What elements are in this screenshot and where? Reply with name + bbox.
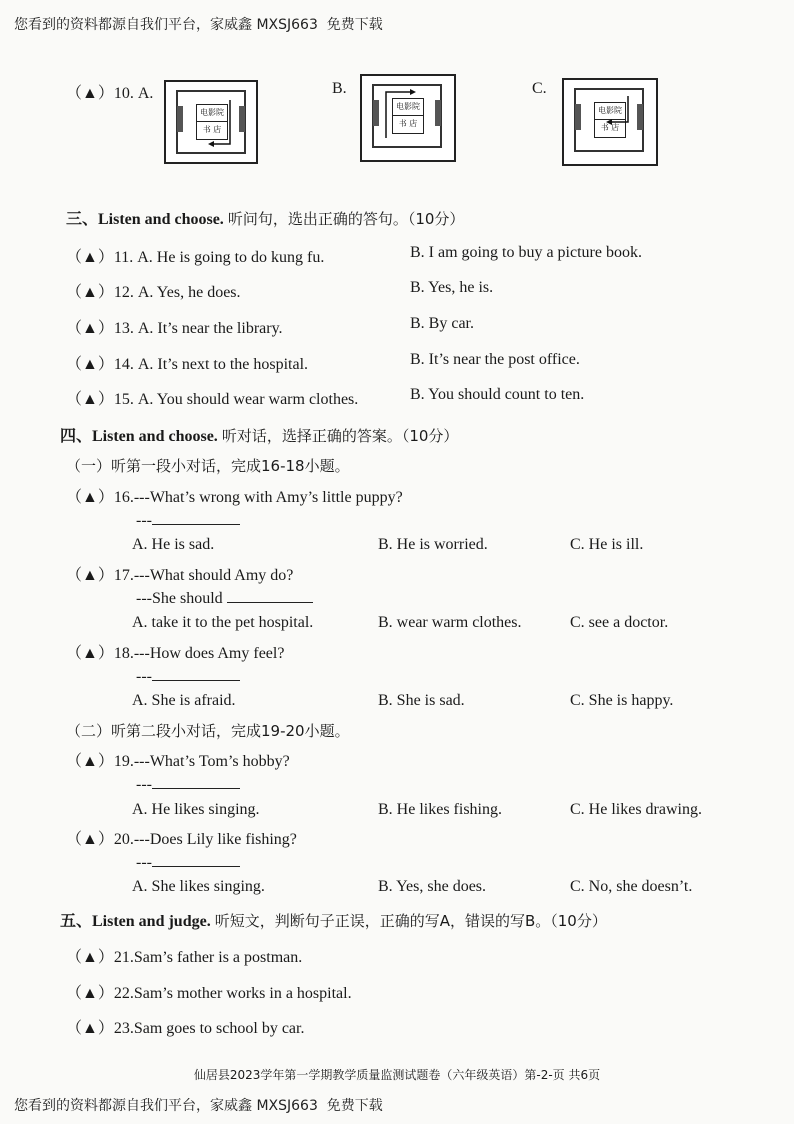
q13-b: B. By car. xyxy=(410,315,474,332)
watermark-bottom: 您看到的资料都源自我们平台，家威鑫 MXSJ663 免费下载 xyxy=(14,1098,383,1114)
q17-option-b: B. wear warm clothes. xyxy=(378,614,522,631)
q17-option-a: A. take it to the pet hospital. xyxy=(132,614,314,631)
q15-b: B. You should count to ten. xyxy=(410,386,585,403)
q11-a: （▲）11. A. He is going to do kung fu. xyxy=(66,249,325,266)
q20-question: （▲）20.---Does Lily like fishing? xyxy=(66,831,297,848)
q21-statement: （▲）21.Sam’s father is a postman. xyxy=(66,949,303,966)
q19-option-c: C. He likes drawing. xyxy=(570,801,702,818)
map-a-route-arrow xyxy=(178,92,244,152)
section-5-title-cn: 听短文，判断句子正误，正确的写A，错误的写B。（10分） xyxy=(214,912,607,930)
map-b-frame xyxy=(372,84,442,148)
section-3-title-cn: 听问句，选出正确的答句。（10分） xyxy=(227,210,465,228)
q18-answer-line: --- xyxy=(136,666,240,686)
q20-blank xyxy=(152,852,240,867)
q18-question: （▲）18.---How does Amy feel? xyxy=(66,645,285,662)
q18-blank xyxy=(152,666,240,681)
section-5-title-en: 五、Listen and judge. xyxy=(60,913,211,930)
q17-option-c: C. see a doctor. xyxy=(570,614,669,631)
q11-b: B. I am going to buy a picture book. xyxy=(410,244,642,261)
section-4-title xyxy=(60,423,458,446)
q12-a: （▲）12. A. Yes, he does. xyxy=(66,284,241,301)
page-footer: 仙居县2023学年第一学期教学质量监测试题卷（六年级英语）第-2-页 共6页 xyxy=(193,1068,601,1082)
q18-option-b: B. She is sad. xyxy=(378,692,465,709)
q17-blank xyxy=(227,588,313,603)
q15-a: （▲）15. A. You should wear warm clothes. xyxy=(66,391,359,408)
q12-b: B. Yes, he is. xyxy=(410,279,494,296)
q10-label: （▲）10. A. xyxy=(66,85,154,102)
q19-option-a: A. He likes singing. xyxy=(132,801,260,818)
section-4-part-1: （一）听第一段小对话，完成16-18小题。 xyxy=(66,457,350,475)
q19-option-b: B. He likes fishing. xyxy=(378,801,502,818)
map-b-bookstore: 书 店 xyxy=(398,119,418,128)
q20-answer-line: --- xyxy=(136,852,240,872)
q22-statement: （▲）22.Sam’s mother works in a hospital. xyxy=(66,985,352,1002)
map-c-frame xyxy=(574,88,644,152)
q14-a: （▲）14. A. It’s next to the hospital. xyxy=(66,356,309,373)
map-b-route-arrow xyxy=(374,86,440,146)
q16-question: （▲）16.---What’s wrong with Amy’s little puppy? xyxy=(66,489,403,506)
map-a xyxy=(164,80,258,164)
section-3-title xyxy=(66,206,464,229)
map-c xyxy=(562,78,658,166)
map-a-cinema: 电影院 xyxy=(197,105,227,122)
section-4-title-en: 四、Listen and choose. xyxy=(60,428,218,445)
q17-answer-line: ---She should xyxy=(136,588,313,608)
section-3-title-en: 三、Listen and choose. xyxy=(66,211,224,228)
q19-question: （▲）19.---What’s Tom’s hobby? xyxy=(66,753,290,770)
q14-b: B. It’s near the post office. xyxy=(410,351,580,368)
q16-option-c: C. He is ill. xyxy=(570,536,644,553)
q20-option-a: A. She likes singing. xyxy=(132,878,265,895)
q18-option-c: C. She is happy. xyxy=(570,692,674,709)
watermark-top: 您看到的资料都源自我们平台，家威鑫 MXSJ663 免费下载 xyxy=(14,17,383,33)
q16-answer-line: --- xyxy=(136,510,240,530)
q10-option-b: B. xyxy=(332,80,347,97)
q23-statement: （▲）23.Sam goes to school by car. xyxy=(66,1020,305,1037)
map-b-cinema: 电影院 xyxy=(393,99,423,116)
q19-blank xyxy=(152,774,240,789)
q19-answer-line: --- xyxy=(136,774,240,794)
q16-option-a: A. He is sad. xyxy=(132,536,215,553)
q20-option-b: B. Yes, she does. xyxy=(378,878,487,895)
section-5-title xyxy=(60,908,607,931)
q10-option-c: C. xyxy=(532,80,547,97)
map-a-bookstore: 书 店 xyxy=(202,125,222,134)
section-4-part-2: （二）听第二段小对话，完成19-20小题。 xyxy=(66,722,350,740)
map-a-frame xyxy=(176,90,246,154)
map-c-cinema: 电影院 xyxy=(595,103,625,120)
q13-a: （▲）13. A. It’s near the library. xyxy=(66,320,283,337)
q17-question: （▲）17.---What should Amy do? xyxy=(66,567,294,584)
section-4-title-cn: 听对话，选择正确的答案。（10分） xyxy=(221,427,459,445)
q20-option-c: C. No, she doesn’t. xyxy=(570,878,693,895)
q16-blank xyxy=(152,510,240,525)
map-c-bookstore: 书 店 xyxy=(600,123,620,132)
q18-option-a: A. She is afraid. xyxy=(132,692,236,709)
map-c-route-arrow xyxy=(576,90,642,150)
q16-option-b: B. He is worried. xyxy=(378,536,488,553)
map-b xyxy=(360,74,456,162)
